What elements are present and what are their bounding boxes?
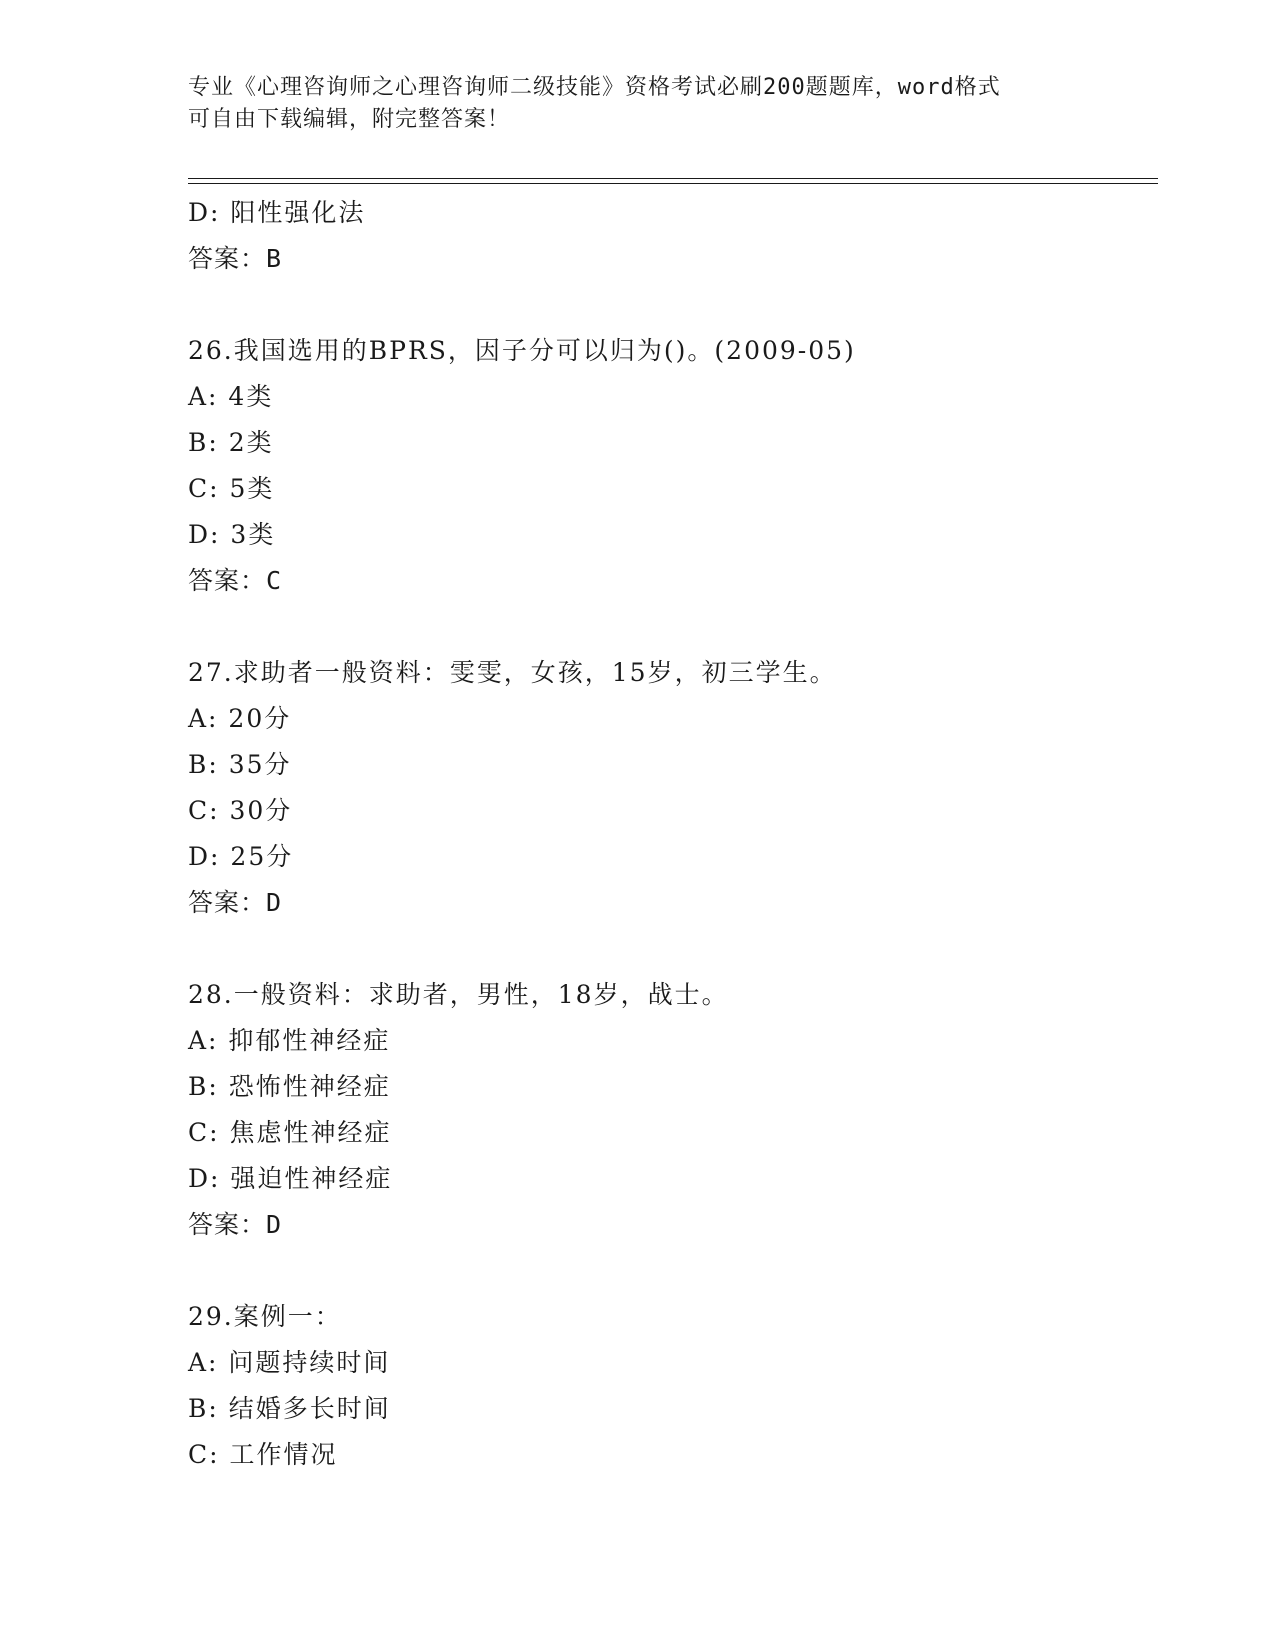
question-stem: 28.一般资料：求助者，男性，18岁，战士。 — [188, 980, 729, 1009]
option-c: C: 焦虑性神经症 — [188, 1118, 392, 1147]
question-26 — [188, 328, 1148, 604]
option-b: B: 结婚多长时间 — [188, 1394, 391, 1423]
option-d: D: 强迫性神经症 — [188, 1164, 393, 1193]
option-b: B: 2类 — [188, 428, 274, 457]
header-divider-bottom — [188, 183, 1158, 184]
question-stem: 29.案例一： — [188, 1302, 342, 1331]
previous-question-tail — [188, 190, 1148, 282]
spacer — [188, 282, 1148, 328]
spacer — [188, 604, 1148, 650]
answer-line: 答案：D — [188, 1210, 283, 1239]
option-c: C: 工作情况 — [188, 1440, 338, 1469]
option-b: B: 恐怖性神经症 — [188, 1072, 391, 1101]
option-b: B: 35分 — [188, 750, 292, 779]
option-c: C: 30分 — [188, 796, 293, 825]
document-header — [188, 72, 1088, 136]
option-d: D: 阳性强化法 — [188, 198, 366, 227]
header-divider-top — [188, 178, 1158, 179]
option-a: A: 抑郁性神经症 — [188, 1026, 391, 1055]
question-29 — [188, 1294, 1148, 1478]
option-c: C: 5类 — [188, 474, 275, 503]
option-a: A: 问题持续时间 — [188, 1348, 391, 1377]
header-line-1: 专业《心理咨询师之心理咨询师二级技能》资格考试必刷200题题库，word格式 — [188, 75, 1001, 100]
question-stem: 26.我国选用的BPRS，因子分可以归为()。(2009-05) — [188, 336, 856, 365]
spacer — [188, 926, 1148, 972]
question-content — [188, 190, 1148, 1478]
option-a: A: 4类 — [188, 382, 274, 411]
option-a: A: 20分 — [188, 704, 292, 733]
header-line-2: 可自由下载编辑，附完整答案！ — [188, 107, 511, 132]
option-d: D: 3类 — [188, 520, 276, 549]
question-stem: 27.求助者一般资料：雯雯，女孩，15岁，初三学生。 — [188, 658, 837, 687]
answer-line: 答案：B — [188, 244, 283, 273]
option-d: D: 25分 — [188, 842, 294, 871]
spacer — [188, 1248, 1148, 1294]
question-27 — [188, 650, 1148, 926]
answer-line: 答案：D — [188, 888, 283, 917]
question-28 — [188, 972, 1148, 1248]
answer-line: 答案：C — [188, 566, 283, 595]
